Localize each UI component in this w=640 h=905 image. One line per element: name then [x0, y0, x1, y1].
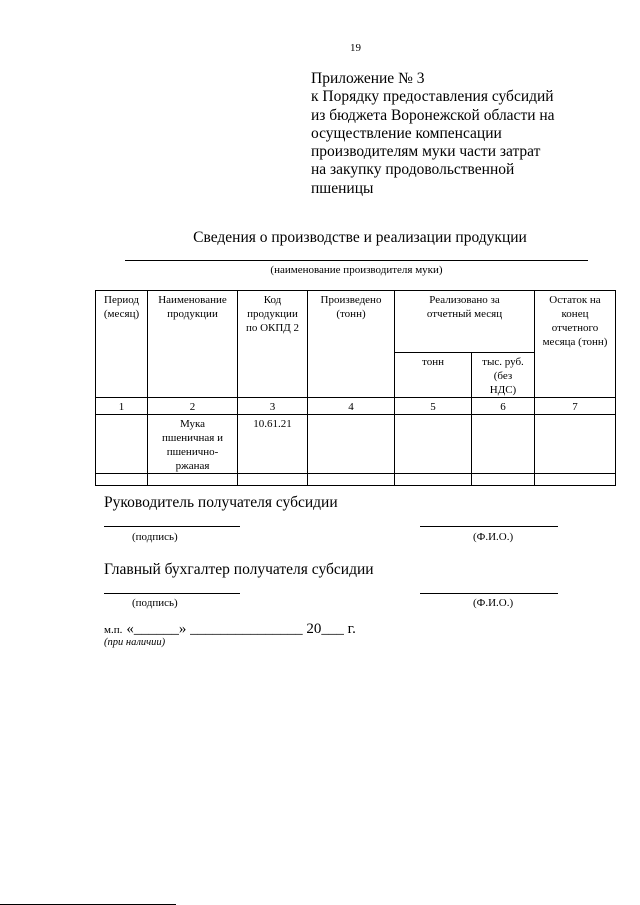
stamp-note: (при наличии) [104, 637, 166, 648]
column-number: 2 [148, 398, 238, 415]
accountant-title: Главный бухгалтер получателя субсидии [104, 561, 374, 578]
date-field: «______» _______________ 20___ г. [126, 621, 356, 637]
accountant-signature-caption: (подпись) [132, 597, 178, 609]
header-code: Код продукции по ОКПД 2 [238, 291, 308, 398]
table-cell [238, 474, 308, 486]
appendix-line: из бюджета Воронежской области на [311, 106, 555, 124]
header-produced: Произведено (тонн) [308, 291, 395, 398]
product-code-cell: 10.61.21 [238, 415, 308, 474]
appendix-block [311, 70, 601, 198]
appendix-line: производителям муки части затрат [311, 143, 541, 161]
table-cell [472, 415, 535, 474]
production-table [95, 290, 616, 486]
appendix-line: к Порядку предоставления субсидий [311, 88, 554, 106]
table-cell [472, 474, 535, 486]
column-number: 1 [96, 398, 148, 415]
header-product-name: Наименование продукции [148, 291, 238, 398]
table-cell [308, 474, 395, 486]
table-cell [96, 415, 148, 474]
table-cell [395, 474, 472, 486]
producer-name-line [125, 260, 588, 261]
header-remainder: Остаток на конец отчетного месяца (тонн) [535, 291, 616, 398]
column-number: 7 [535, 398, 616, 415]
column-number: 5 [395, 398, 472, 415]
header-sold: Реализовано за отчетный месяц [395, 291, 535, 353]
page-number: 19 [350, 42, 361, 54]
page-title: Сведения о производстве и реализации продукции [193, 229, 527, 246]
head-signature-line [104, 526, 240, 527]
column-number: 4 [308, 398, 395, 415]
appendix-line: Приложение № 3 [311, 70, 425, 87]
accountant-signature-line [104, 593, 240, 594]
mp-label: м.п. [104, 624, 123, 636]
table-cell [308, 415, 395, 474]
stamp-date-row [104, 620, 356, 638]
table-cell [395, 415, 472, 474]
column-number: 6 [472, 398, 535, 415]
appendix-line: пшеницы [311, 179, 374, 197]
table-cell [148, 474, 238, 486]
table-cell [96, 474, 148, 486]
head-fio-caption: (Ф.И.О.) [473, 531, 514, 543]
producer-caption: (наименование производителя муки) [270, 264, 443, 276]
accountant-fio-caption: (Ф.И.О.) [473, 597, 514, 609]
head-fio-line [420, 526, 558, 527]
column-number: 3 [238, 398, 308, 415]
table-cell [535, 415, 616, 474]
header-period: Период (месяц) [96, 291, 148, 398]
head-signature-caption: (подпись) [132, 531, 178, 543]
head-title: Руководитель получателя субсидии [104, 494, 338, 511]
product-name-cell: Мука пшеничная и пшенично- ржаная [148, 415, 238, 474]
header-sold-rub: тыс. руб. (без НДС) [472, 353, 535, 398]
table-cell [535, 474, 616, 486]
header-sold-tons: тонн [395, 353, 472, 398]
appendix-line: осуществление компенсации [311, 124, 502, 142]
accountant-fio-line [420, 593, 558, 594]
appendix-line: на закупку продовольственной [311, 161, 515, 179]
